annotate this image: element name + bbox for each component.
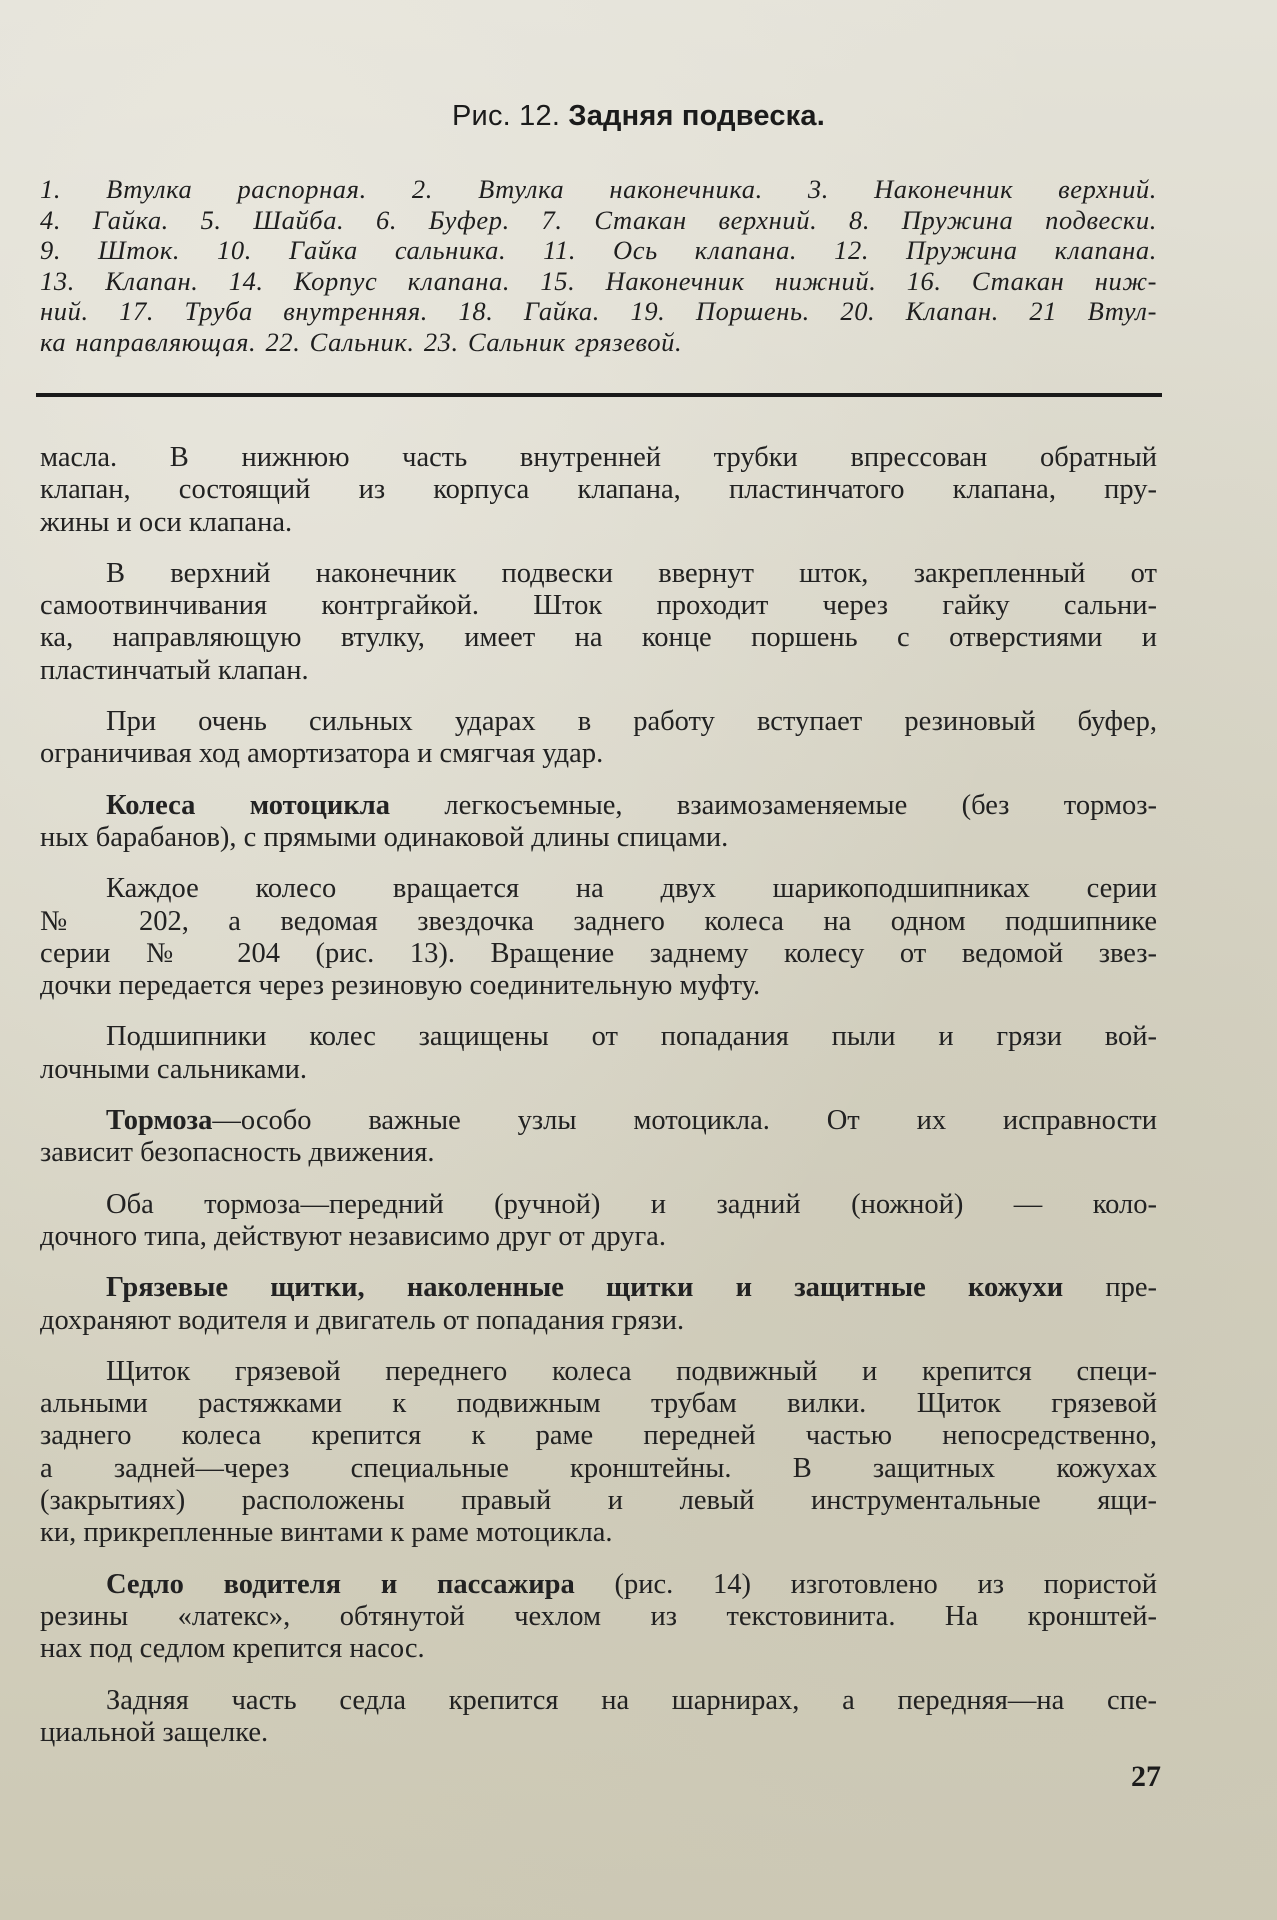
- paragraph-lead: Колеса мотоцикла: [106, 789, 390, 821]
- text-line: Оба тормоза—передний (ручной) и задний (ножной) — коло-: [106, 1188, 1157, 1220]
- paragraph-lead: Седло водителя и пассажира: [106, 1568, 575, 1600]
- paragraph: [40, 1569, 1157, 1666]
- text-line: [40, 790, 1157, 822]
- text-line: зависит безопасность движения.: [40, 1137, 435, 1169]
- text-run: пре-: [1063, 1272, 1157, 1304]
- text-line: Щиток грязевой переднего колеса подвижный и крепится специ-: [106, 1355, 1157, 1387]
- text-line: резины «латекс», обтянутой чехлом из текстовинита. На кронштей-: [40, 1600, 1157, 1632]
- text-line: № 202, а ведомая звездочка заднего колеса на одном подшипнике: [40, 905, 1157, 937]
- text-line: [40, 1569, 1157, 1601]
- legend-line: ний. 17. Труба внутренняя. 18. Гайка. 19. Поршень. 20. Клапан. 21 Втул-: [40, 296, 1157, 326]
- text-line: альными растяжками к подвижным трубам вилки. Щиток грязевой: [40, 1388, 1157, 1420]
- body-text: [40, 442, 1157, 1768]
- paragraph: [40, 1272, 1157, 1337]
- text-line: дочного типа, действуют независимо друг от друга.: [40, 1220, 666, 1252]
- text-line: дочки передается через резиновую соединительную муфту.: [40, 970, 761, 1002]
- paragraph: [40, 1189, 1157, 1254]
- text-line: циальной защелке.: [40, 1716, 269, 1748]
- text-line: Подшипники колес защищены от попадания пыли и грязи вой-: [106, 1021, 1157, 1053]
- text-line: В верхний наконечник подвески ввернут шток, закрепленный от: [106, 557, 1157, 589]
- legend-line: 4. Гайка. 5. Шайба. 6. Буфер. 7. Стакан верхний. 8. Пружина подвески.: [40, 204, 1157, 235]
- text-line: [40, 1272, 1157, 1304]
- legend-line: 1. Втулка распорная. 2. Втулка наконечника. 3. Наконечник верхний.: [40, 174, 1157, 204]
- paragraph: [40, 1356, 1157, 1550]
- legend-line: ка направляющая. 22. Сальник. 23. Сальник грязевой.: [40, 326, 683, 357]
- paragraph: [40, 706, 1157, 771]
- text-line: жины и оси клапана.: [40, 506, 293, 538]
- legend-line: 13. Клапан. 14. Корпус клапана. 15. Наконечник нижний. 16. Стакан ниж-: [40, 265, 1157, 296]
- page-number: 27: [1131, 1760, 1161, 1793]
- text-line: серии № 204 (рис. 13). Вращение заднему колесу от ведомой звез-: [40, 937, 1157, 969]
- figure-caption-prefix: Рис. 12.: [452, 100, 561, 132]
- text-line: пластинчатый клапан.: [40, 654, 309, 686]
- paragraph: [40, 442, 1157, 539]
- text-line: [40, 1105, 1157, 1137]
- text-line: ных барабанов), с прямыми одинаковой длины спицами.: [40, 821, 729, 853]
- paragraph: [40, 1105, 1157, 1170]
- text-line: Каждое колесо вращается на двух шарикоподшипниках серии: [106, 873, 1157, 905]
- paragraph: [40, 1685, 1157, 1750]
- figure-legend: [40, 174, 1157, 357]
- text-line: При очень сильных ударах в работу вступает резиновый буфер,: [106, 706, 1157, 738]
- figure-caption: [0, 100, 1277, 133]
- text-line: клапан, состоящий из корпуса клапана, пластинчатого клапана, пру-: [40, 474, 1157, 506]
- text-line: масла. В нижнюю часть внутренней трубки впрессован обратный: [40, 442, 1157, 473]
- text-run: —особо важные узлы мотоцикла. От их исправности: [212, 1105, 1157, 1137]
- paragraph-lead: Грязевые щитки, наколенные щитки и защитные кожухи: [106, 1272, 1064, 1304]
- paragraph-lead: Тормоза: [106, 1105, 213, 1137]
- horizontal-rule: [36, 393, 1162, 397]
- text-line: а задней—через специальные кронштейны. В защитных кожухах: [40, 1452, 1157, 1484]
- text-line: лочными сальниками.: [40, 1053, 307, 1085]
- text-line: ограничивая ход амортизатора и смягчая удар.: [40, 738, 604, 770]
- text-line: нах под седлом крепится насос.: [40, 1633, 425, 1665]
- legend-line: 9. Шток. 10. Гайка сальника. 11. Ось клапана. 12. Пружина клапана.: [40, 235, 1157, 265]
- paragraph: [40, 790, 1157, 855]
- paragraph: [40, 873, 1157, 1002]
- text-line: ки, прикрепленные винтами к раме мотоцикла.: [40, 1517, 613, 1549]
- paragraph: [40, 1021, 1157, 1086]
- text-line: ка, направляющую втулку, имеет на конце поршень с отверстиями и: [40, 622, 1157, 654]
- text-line: заднего колеса крепится к раме передней частью непосредственно,: [40, 1420, 1157, 1452]
- text-line: (закрытиях) расположены правый и левый инструментальные ящи-: [40, 1485, 1157, 1517]
- text-run: легкосъемные, взаимозаменяемые (без тормоз-: [390, 789, 1157, 821]
- paragraph: [40, 558, 1157, 687]
- text-line: Задняя часть седла крепится на шарнирах, а передняя—на спе-: [106, 1684, 1157, 1716]
- text-run: (рис. 14) изготовлено из пористой: [574, 1568, 1157, 1600]
- text-line: самоотвинчивания контргайкой. Шток проходит через гайку сальни-: [40, 590, 1157, 622]
- text-line: дохраняют водителя и двигатель от попадания грязи.: [40, 1304, 685, 1336]
- figure-caption-title: Задняя подвеска.: [568, 100, 825, 132]
